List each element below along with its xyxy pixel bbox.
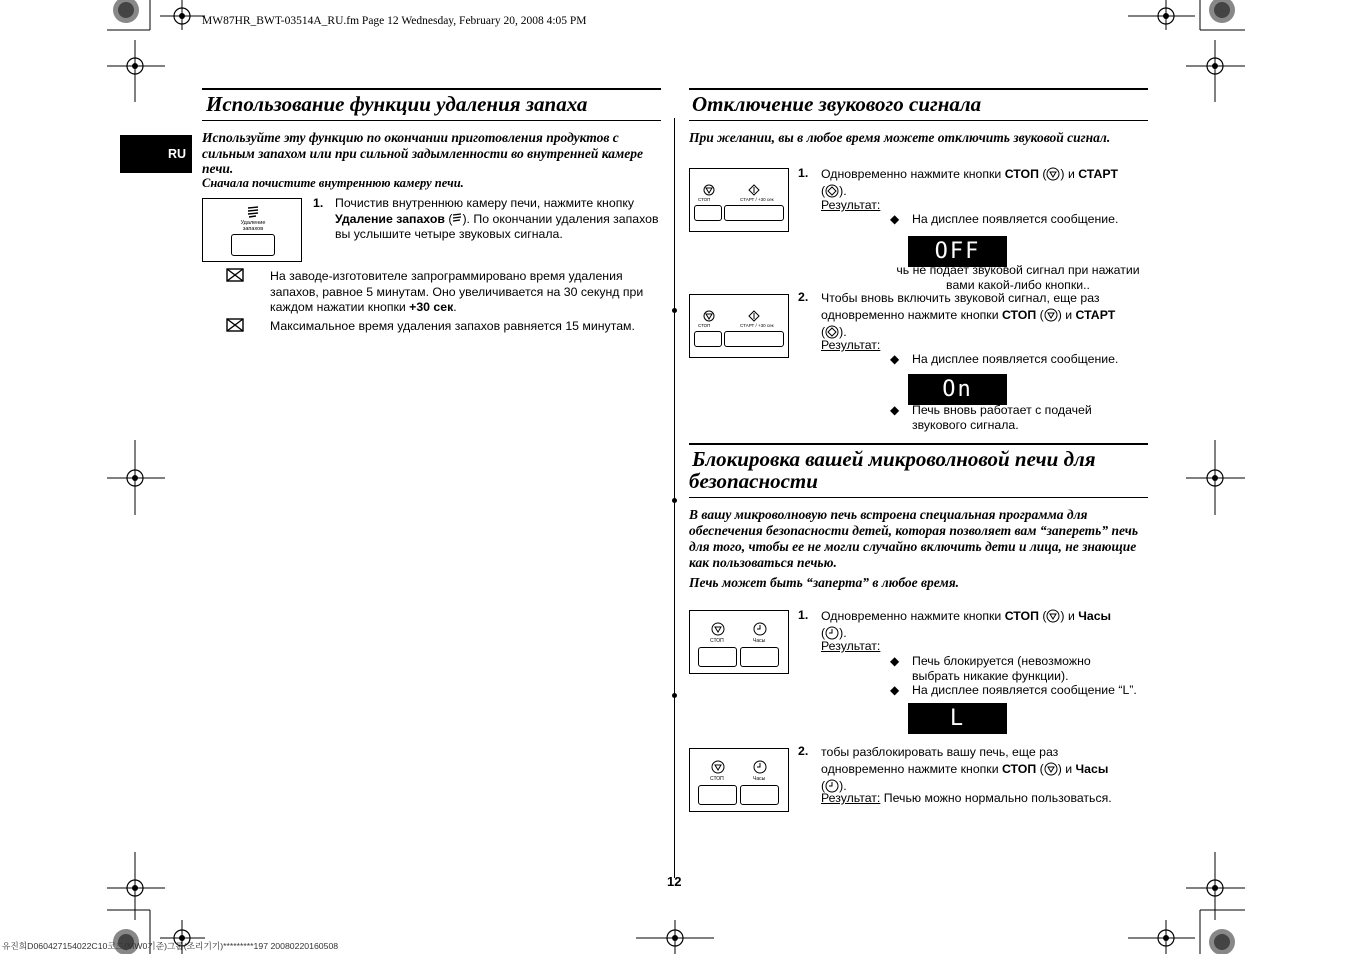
note-1 (270, 269, 662, 316)
deodorize-icon (246, 206, 260, 219)
left-intro: Используйте эту функцию по окончании приготовления продуктов с сильным запахом или при сильной задымленности во внутренней камере печи. (202, 130, 644, 176)
sound-intro: При желании, вы в любое время можете отключить звуковой сигнал. (689, 130, 1111, 145)
deodorize-button[interactable] (231, 234, 275, 256)
sound-step1-num: 1. (798, 166, 809, 180)
stop-inline-icon (1046, 167, 1060, 181)
panel-stop-label: СТОП (698, 323, 711, 328)
stop-icon (711, 760, 725, 774)
lcd-display-off: OFF (908, 236, 1007, 267)
and-word: и (1065, 308, 1073, 322)
start-button[interactable] (724, 331, 784, 347)
start-inline-icon (825, 184, 839, 198)
sound-step2-text: Чтобы вновь включить звуковой сигнал, еще раз одновременно нажмите кнопки (821, 291, 1100, 322)
start-icon (748, 310, 760, 322)
sound-step1: Одновременно нажмите кнопки СТОП ( ) и СТАРТ ( ). (821, 167, 1118, 198)
note-icon (226, 318, 244, 332)
lock-step2-result-text: Печью можно нормально пользоваться. (883, 791, 1112, 805)
note-1-text: На заводе-изготовителе запрограммировано время удаления запахов, равное 5 минутам. Оно увеличивается на 30 секунд при каждом нажатии кнопки (270, 269, 644, 314)
clock-inline-icon (825, 626, 839, 640)
lock-step2-text: тобы разблокировать вашу печь, еще раз одновременно нажмите кнопки (821, 745, 1059, 776)
start-name: СТАРТ (1078, 167, 1118, 181)
clock-name: Часы (1075, 762, 1109, 776)
separator-dot (672, 693, 677, 698)
clock-button[interactable] (740, 647, 779, 667)
lock-step1-num: 1. (798, 608, 809, 622)
and-word: и (1065, 762, 1073, 776)
start-name: СТАРТ (1075, 308, 1116, 322)
lock-step2-result (821, 791, 1151, 807)
sound-step1-text: Одновременно нажмите кнопки (821, 167, 1002, 181)
lock-step1-bullet-2: ◆ На дисплее появляется сообщение “L”. (912, 683, 1152, 698)
clock-icon (753, 760, 767, 774)
step1-text-end: ). По окончании удаления запахов вы услышите четыре звуковых сигнала. (335, 211, 659, 241)
start-inline-icon (825, 325, 839, 339)
lock-intro-2: Печь может быть “заперта” в любое время. (689, 575, 960, 590)
step1-text: Почистив внутреннюю камеру печи, нажмите кнопку (335, 196, 635, 210)
footer-code: 유진희D060427154022C10코드(MW0기준)그룹(조리기기)*********197 20080220160508 (2, 941, 339, 951)
plus30-button-name: +30 сек (409, 300, 454, 314)
start-button[interactable] (724, 205, 784, 221)
stop-inline-icon (1044, 308, 1058, 322)
title-rule-bottom (689, 497, 1148, 498)
clock-name: Часы (1078, 609, 1112, 623)
lock-step1: Одновременно нажмите кнопки СТОП ( ) и Часы ( ). (821, 609, 1112, 640)
stop-button[interactable] (694, 331, 722, 347)
stop-name: СТОП (1001, 308, 1037, 322)
stop-inline-icon (1044, 762, 1058, 776)
lock-step1-bullet-1: ◆ Печь блокируется (невозможно выбрать никакие функции). (912, 654, 1127, 683)
lock-step1-text: Одновременно нажмите кнопки (821, 609, 1002, 623)
sound-result-label-1: Результат: (821, 198, 881, 212)
sound-step1-bullet: ◆ На дисплее появляется сообщение. (912, 212, 1147, 227)
and-word: и (1067, 609, 1075, 623)
clock-button[interactable] (740, 785, 779, 805)
sound-step1-note: чь не подает звуковой сигнал при нажатии вами какой-либо кнопки.. (896, 263, 1140, 292)
stop-icon (703, 310, 715, 322)
panel-stop-label: СТОП (710, 776, 724, 782)
lock-result-label-2: Результат: (821, 791, 881, 805)
sound-result-label-2: Результат: (821, 338, 881, 352)
stop-name: СТОП (1004, 167, 1039, 181)
lock-step2: тобы разблокировать вашу печь, еще раз одновременно нажмите кнопки СТОП ( ) и Часы ( ). (821, 745, 1109, 793)
deodorize-inline-icon (452, 213, 462, 223)
lock-result-label-1: Результат: (821, 639, 881, 653)
note-1-end: . (453, 300, 457, 314)
file-header: MW87HR_BWT-03514A_RU.fm Page 12 Wednesday, February 20, 2008 4:05 PM (202, 15, 587, 27)
left-intro-2: Сначала почистите внутреннюю камеру печи. (202, 176, 464, 190)
stop-icon (711, 622, 725, 636)
title-rule-top (689, 88, 1148, 90)
title-rule-top (689, 443, 1148, 445)
title-rule-bottom (202, 120, 661, 121)
stop-button[interactable] (694, 205, 722, 221)
note-icon (226, 268, 244, 282)
stop-start-panel (689, 294, 789, 358)
language-tab: RU (120, 135, 192, 173)
deodorize-panel (202, 198, 302, 262)
stop-clock-panel (689, 748, 789, 812)
stop-start-panel (689, 168, 789, 232)
stop-button[interactable] (698, 647, 737, 667)
sound-step2: Чтобы вновь включить звуковой сигнал, еще раз одновременно нажмите кнопки СТОП ( ) и СТАРТ ( ). (821, 291, 1116, 339)
left-step1 (335, 196, 660, 243)
panel-stop-label: СТОП (698, 197, 711, 202)
separator-dot (672, 498, 677, 503)
stop-clock-panel (689, 610, 789, 674)
panel-stop-label: СТОП (710, 638, 724, 644)
lock-intro: В вашу микроволновую печь встроена специальная программа для обеспечения безопасности детей, которая позволяет вам “запереть” печь для того, чтобы ее не могли случайно включить дети и лица, не знающие как пользоваться печью. (689, 507, 1139, 570)
lock-section-title: Блокировка вашей микроволновой печи для безопасности (689, 447, 1096, 493)
separator-dot (672, 308, 677, 313)
stop-name: СТОП (1004, 609, 1039, 623)
stop-button[interactable] (698, 785, 737, 805)
note-2: Максимальное время удаления запахов равняется 15 минутам. (270, 319, 635, 333)
lcd-display-lock: L (908, 703, 1007, 734)
panel-start-label: СТАРТ / +30 сек (740, 197, 774, 202)
left-section-title: Использование функции удаления запаха (206, 92, 588, 116)
left-step1-num: 1. (313, 196, 324, 210)
step1-paren: ( (448, 211, 453, 226)
start-icon (748, 184, 760, 196)
panel-clock-label: Часы (753, 638, 766, 644)
lcd-display-on: On (908, 374, 1007, 405)
panel-clock-label: Часы (753, 776, 766, 782)
title-rule-bottom (689, 120, 1148, 121)
sound-section-title: Отключение звукового сигнала (692, 92, 982, 116)
sound-step2-bullet-2: ◆ Печь вновь работает с подачей звукового сигнала. (912, 403, 1132, 432)
stop-name: СТОП (1001, 762, 1037, 776)
stop-inline-icon (1046, 609, 1060, 623)
sound-step2-bullet-1: ◆ На дисплее появляется сообщение. (912, 352, 1147, 367)
lock-step2-num: 2. (798, 744, 809, 758)
clock-icon (753, 622, 767, 636)
sound-step2-num: 2. (798, 290, 809, 304)
page-number: 12 (667, 874, 682, 889)
panel-start-label: СТАРТ / +30 сек (740, 323, 774, 328)
deodorize-button-name: Удаление запахов (335, 211, 445, 226)
title-rule-top (202, 88, 661, 90)
deodorize-panel-label: Удаление запахов (240, 220, 266, 232)
and-word: и (1067, 167, 1075, 181)
stop-icon (703, 184, 715, 196)
